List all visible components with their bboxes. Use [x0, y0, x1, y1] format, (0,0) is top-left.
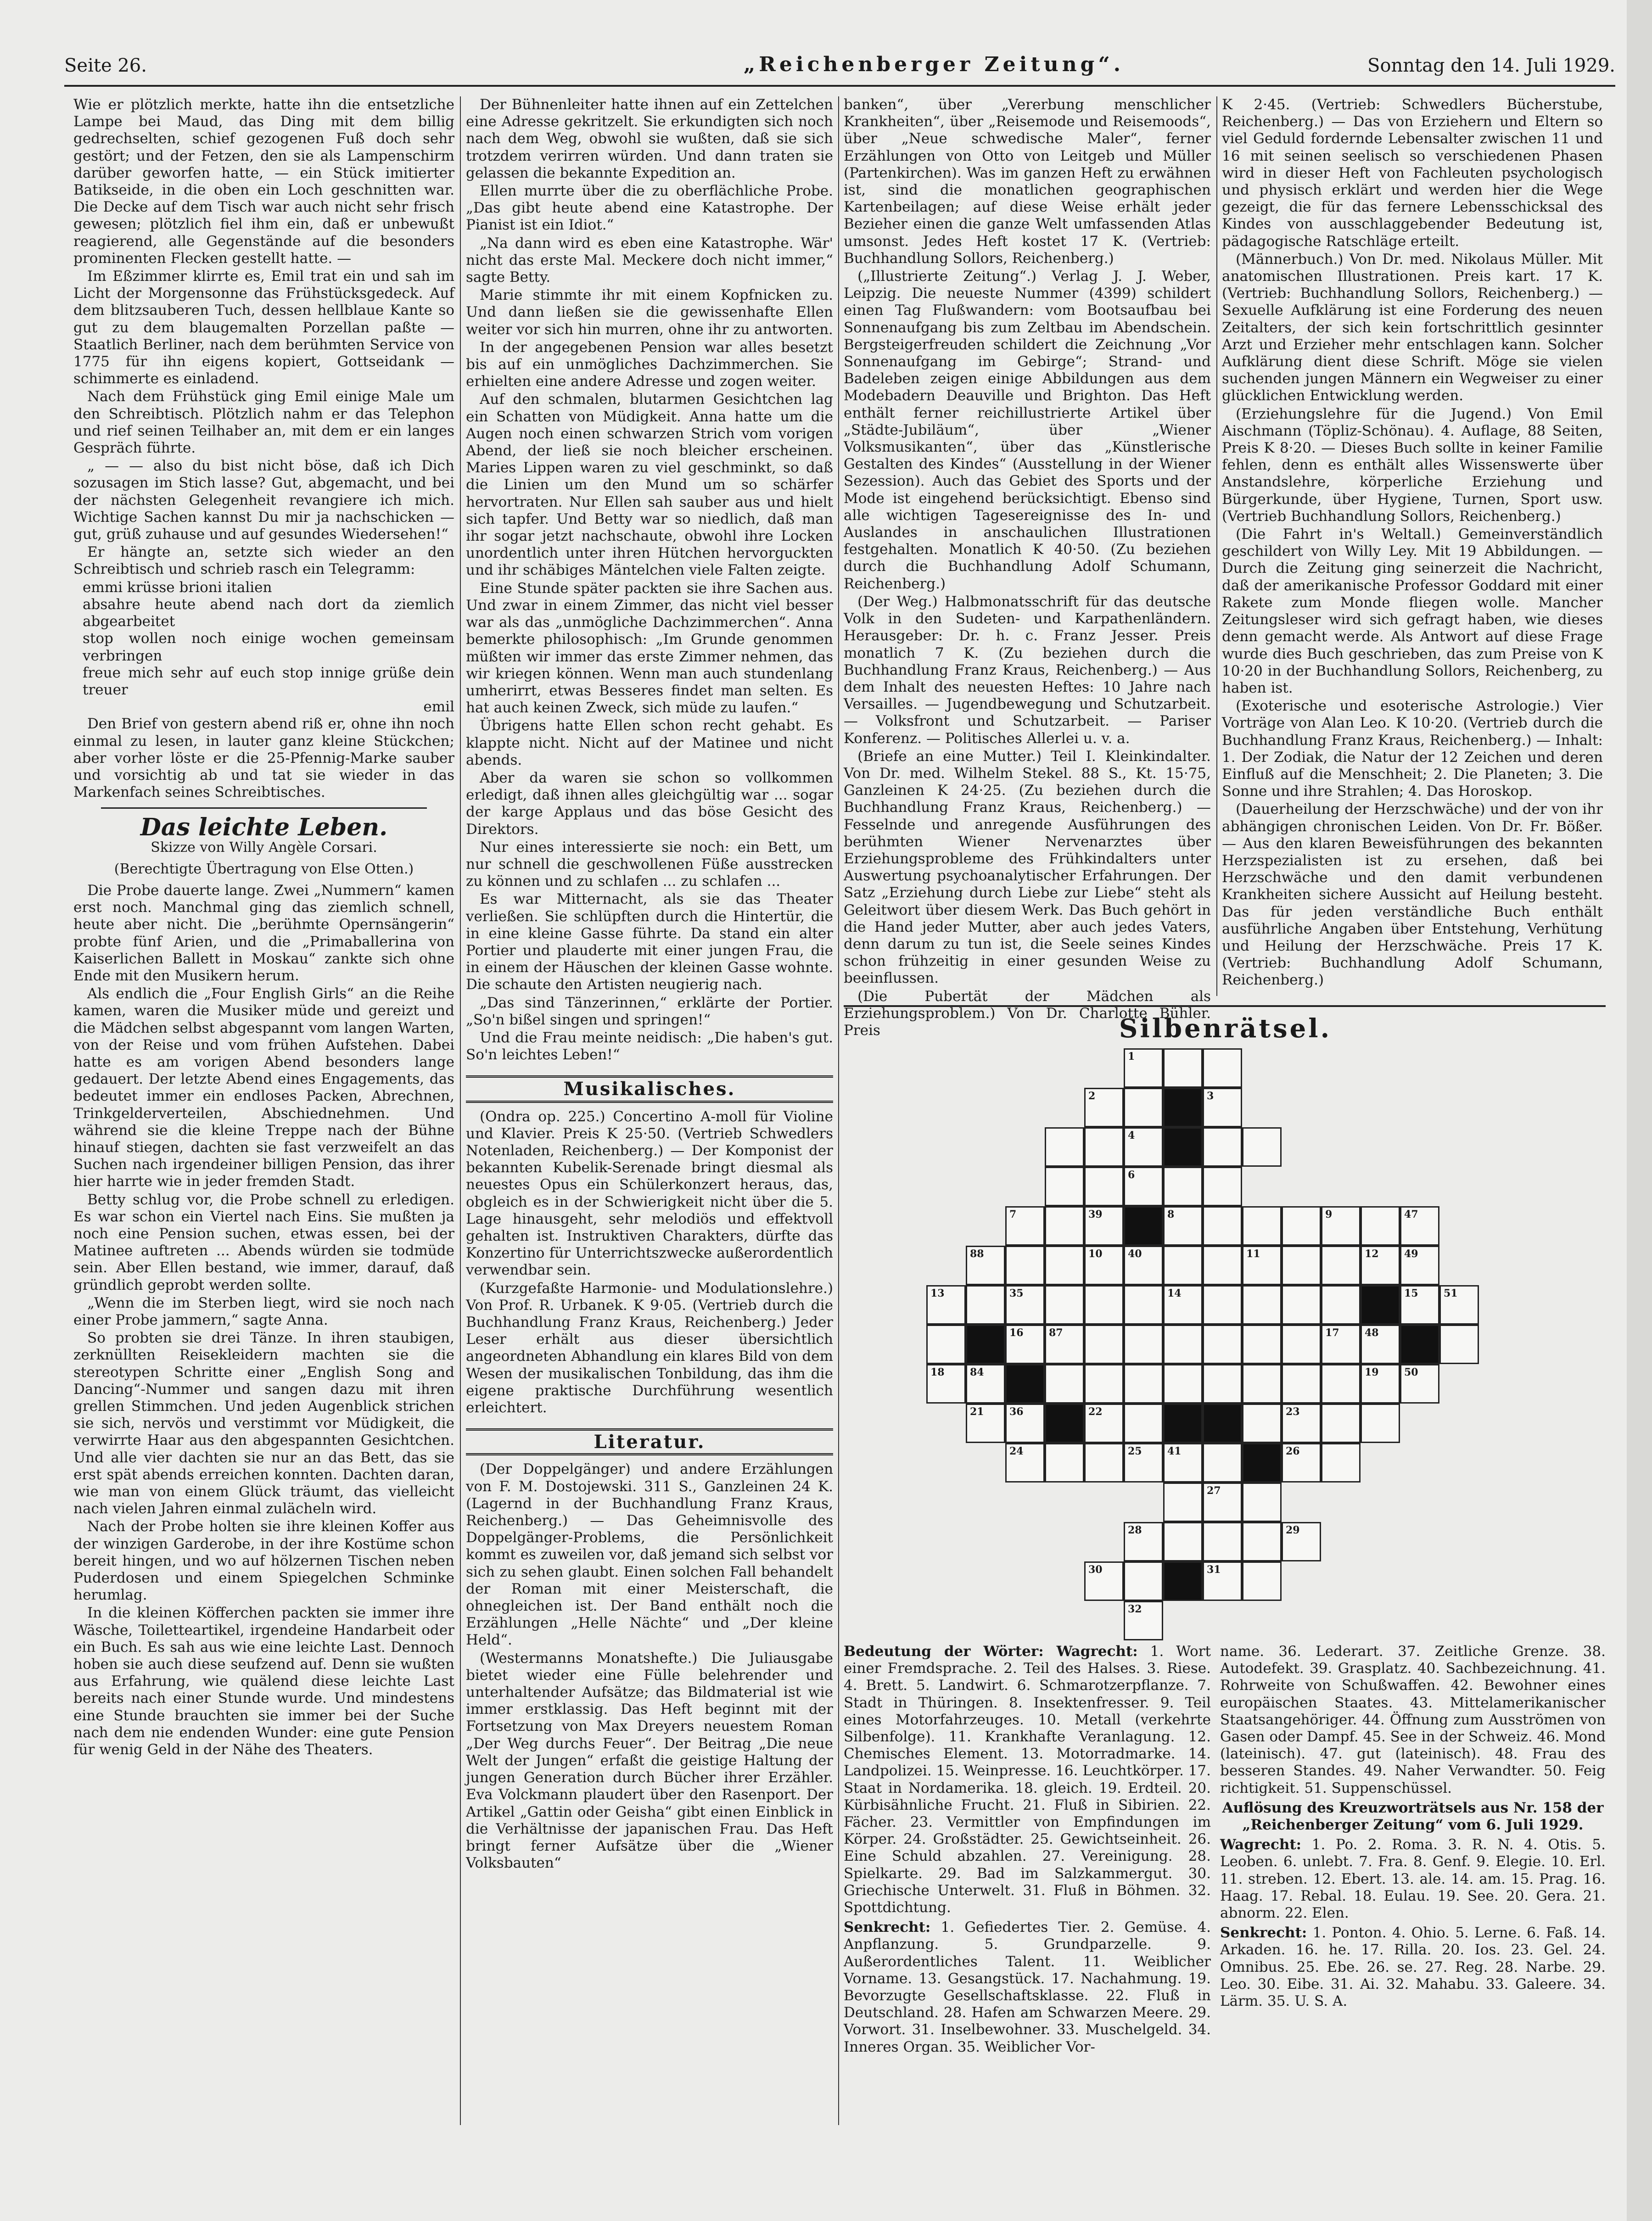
paragraph: Aber da waren sie schon so vollkommen erledigt, daß ihnen alles gleichgültig war ... sogar der karge Applaus und das böse Gesicht des Direktors.: [466, 769, 833, 838]
column-1: [73, 96, 454, 2125]
crossword-cell: [1400, 1364, 1439, 1404]
clue-number: 88: [970, 1248, 984, 1260]
clue-number: 49: [1404, 1248, 1418, 1260]
story-byline: Skizze von Willy Angèle Corsari.: [151, 839, 377, 856]
story-title: Das leichte Leben.: [140, 813, 388, 842]
clue-number: 14: [1167, 1287, 1182, 1299]
paragraph: (Briefe an eine Mutter.) Teil I. Kleinkindalter. Von Dr. med. Wilhelm Stekel. 88 S., Kt. 15·75, Ganzleinen K 24·25. (Zu beziehen durch die Buchhandlung Franz Kraus, Reichenberg.) — Fesselnde und anregende Ausführungen des berühmten Wiener Nervenarztes über Erziehungsprobleme des Frühkindalters unter Auswertung psychoanalytischer Erfahrungen. Der Satz „Erziehung durch Liebe zur Liebe“ steht als Geleitwort über diesem Werk. Das Buch gehört in die Hand jeder Mutter, aber auch jedes Vaters, denn darum zu tun ist, die Seele seines Kindes schon frühzeitig in einer gesunden Weise zu beeinflussen.: [844, 748, 1211, 987]
page-header: [64, 53, 1615, 87]
crossword-cell: [1124, 1246, 1163, 1285]
crossword-cell: [1321, 1364, 1361, 1404]
paragraph: Die Probe dauerte lange. Zwei „Nummern“ kamen erst noch. Manchmal ging das ziemlich schnell, heute aber nicht. Die „berühmte Opernsängerin“ probte fünf Arien, und die „Primaballerina von Kaiserlichen Ballett in Moskau“ zankte sich ohne Ende mit den Musikern herum.: [73, 882, 454, 984]
crossword-cell: [1163, 1404, 1203, 1443]
crossword-cell: [1400, 1325, 1439, 1364]
clue-number: 18: [930, 1366, 945, 1378]
crossword-cell: [1084, 1325, 1124, 1364]
solution-label: Senkrecht:: [1220, 1924, 1307, 1941]
crossword-cell: [1242, 1325, 1282, 1364]
clue-number: 50: [1404, 1366, 1418, 1378]
clue-number: 32: [1128, 1603, 1142, 1615]
clue-number: 48: [1365, 1327, 1379, 1339]
paragraph: (Männerbuch.) Von Dr. med. Nikolaus Müller. Mit anatomischen Illustrationen. Preis kart. 17 K. (Vertrieb: Buchhandlung Sollors, Reichenberg.) — Sexuelle Aufklärung ist eine Forderung des neuen Zeitalters, der sich kein fortschrittlich gesinnter Arzt und Erzieher mehr entschlagen kann. Solcher Aufklärung dient diese Schrift. Möge sie vielen suchenden jungen Männern ein Wegweiser zu einer glücklichen Entwicklung werden.: [1222, 251, 1603, 404]
crossword-cell: [1439, 1325, 1479, 1364]
crossword-cell: [1163, 1285, 1203, 1325]
telegram-line: freue mich sehr auf euch stop innige grüße dein treuer: [83, 664, 454, 698]
crossword-cell: [1163, 1048, 1203, 1088]
clue-number: 21: [970, 1406, 984, 1418]
paragraph: (Dauerheilung der Herzschwäche) und der von ihr abhängigen chronischen Leiden. Von Dr. Fr. Bößer. — Aus den klaren Beweisführungen des bekannten Herzspezialisten ist zu ersehen, daß bei Herzschwäche und den damit verbundenen Krankheiten sichere Aussicht auf Heilung besteht. Das für jeden verständliche Buch enthält ausführliche Angaben über Entstehung, Verhütung und Heilung der Herzschwäche. Preis 17 K. (Vertrieb: Buchhandlung Adolf Schumann, Reichenberg.): [1222, 801, 1603, 989]
crossword-cell: [1124, 1167, 1163, 1206]
paragraph: In die kleinen Köfferchen packten sie immer ihre Wäsche, Toiletteartikel, irgendeine Handarbeit oder ein Buch. Es sah aus wie eine leichte Last. Dennoch hoben sie auch diese seufzend auf. Denn sie wußten aus Erfahrung, wie quälend diese leichte Last bereits nach einer Stunde wurde. Und mindestens eine Stunde brauchten sie immer bei der Suche nach dem nie endenden Wunder: eine gute Pension für wenig Geld in der Nähe des Theaters.: [73, 1605, 454, 1758]
clue-number: 27: [1207, 1485, 1221, 1497]
crossword-cell: [1084, 1285, 1124, 1325]
paragraph: (Die Fahrt in's Weltall.) Gemeinverständlich geschildert von Willy Ley. Mit 19 Abbildungen. — Durch die Zeitung ging seinerzeit die Nachricht, daß der amerikanische Professor Goddard mit einer Rakete zum Monde fliegen wolle. Mancher Zeitungsleser wird sich gefragt haben, wie dieses denn gemacht werde. Als Antwort auf diese Frage wurde dies Buch geschrieben, das zum Preise von K 10·20 in der Buchhandlung Sollors, Reichenberg, zu haben ist.: [1222, 526, 1603, 696]
crossword-cell: [926, 1325, 966, 1364]
crossword-cell: [1124, 1561, 1163, 1601]
paragraph: Betty schlug vor, die Probe schnell zu erledigen. Es war schon ein Viertel nach Eins. Sie mußten ja noch eine Pension suchen, etwas essen, bei der Matinee auftreten ... Abends würden sie todmüde sein. Aber Ellen bestand, wie immer, darauf, daß gründlich geprobt werden sollte.: [73, 1191, 454, 1293]
page-edge: [1627, 0, 1652, 2221]
crossword-cell: [1005, 1404, 1045, 1443]
crossword-cell: [1242, 1285, 1282, 1325]
crossword-cell: [1124, 1443, 1163, 1483]
clue-number: 25: [1128, 1445, 1142, 1457]
crossword-cell: [1124, 1522, 1163, 1561]
page-number: Seite 26.: [64, 55, 147, 76]
crossword-cell: [1203, 1167, 1242, 1206]
divider: [101, 807, 427, 809]
paragraph: Marie stimmte ihr mit einem Kopfnicken zu. Und dann ließen sie die gewissenhafte Ellen weiter vor sich hin murren, ohne ihr zu antworten.: [466, 287, 833, 338]
crossword-cell: [1361, 1285, 1400, 1325]
paragraph: So probten sie drei Tänze. In ihren staubigen, zerknüllten Reisekleidern machten sie die stereotypen Schritte einer „English Song and Dancing“-Nummer und sangen dazu mit ihren grellen Stimmchen. Und jeden Augenblick strichen sie sich, nervös und verstimmt vor Müdigkeit, die verwirrte Haar aus den abgespannten Gesichtchen. Und alle vier dachten sie nur an das Bett, das sie erst spät abends erreichen konnten. Dachten daran, wie man von einem Glück träumt, das vielleicht nach vielen Jahren einmal zulächeln wird.: [73, 1330, 454, 1517]
crossword-cell: [1203, 1443, 1242, 1483]
crossword-cell: [1163, 1443, 1203, 1483]
clue-number: 2: [1088, 1090, 1096, 1102]
clue-number: 3: [1207, 1090, 1214, 1102]
crossword-cell: [1163, 1088, 1203, 1127]
crossword-cell: [1045, 1206, 1084, 1246]
crossword-cell: [1321, 1285, 1361, 1325]
paragraph: Auf den schmalen, blutarmen Gesichtchen lag ein Schatten von Müdigkeit. Anna hatte um die Augen noch einen schwarzen Strich vom vorigen Abend, der ließ sie noch bleicher erscheinen. Maries Lippen waren zu viel geschminkt, so daß die Linien um den Mund um so schärfer hervortraten. Nur Ellen sah sauber aus und hielt sich tapfer. Und Betty war so niedlich, daß man ihr sogar jetzt nachschaute, obwohl ihre Locken unordentlich unter ihren Hütchen hervorguckten und ihr schäbiges Mäntelchen viele Falten zeigte.: [466, 391, 833, 579]
telegram-line: absahre heute abend nach dort da ziemlich abgearbeitet: [83, 596, 454, 630]
paragraph: Wie er plötzlich merkte, hatte ihn die entsetzliche Lampe bei Maud, das Ding mit dem billig gedrechselten, schief gezogenen Fuß doch sehr gestört; und der Fetzen, den sie als Lampenschirm darüber geworfen hatte, — ein Stück imitierter Batikseide, in die oben ein Loch geschnitten war. Die Decke auf dem Tisch war auch nicht sehr frisch gewesen; plötzlich fiel ihm ein, daß er unbewußt reagierend, alle Gegenstände auf die besonders prominenten Flecken gestellt hatte. —: [73, 96, 454, 267]
crossword-cell: [1045, 1127, 1084, 1167]
crossword-cell: [1282, 1404, 1321, 1443]
clue-number: 11: [1246, 1248, 1260, 1260]
crossword-cell: [1203, 1522, 1242, 1561]
crossword-cell: [1163, 1167, 1203, 1206]
crossword-cell: [966, 1404, 1005, 1443]
crossword-cell: [1361, 1404, 1400, 1443]
crossword-cell: [1084, 1246, 1124, 1285]
clue-number: 28: [1128, 1524, 1142, 1536]
crossword-cell: [1203, 1364, 1242, 1404]
crossword-cell: [1163, 1522, 1203, 1561]
crossword-cell: [926, 1285, 966, 1325]
clue-number: 47: [1404, 1208, 1418, 1220]
solution-text: 1. Ponton. 4. Ohio. 5. Lerne. 6. Faß. 14. Arkaden. 16. he. 17. Rilla. 20. Ios. 23. Gel. 24. Omnibus. 25. Ebe. 26. se. 27. Reg. 28. Narbe. 29. Leo. 30. Eibe. 31. Ai. 32. Mahabu. 33. Galeere. 34. Lärm. 35. U. S. A.: [1220, 1924, 1606, 2010]
paragraph: (Exoterische und esoterische Astrologie.) Vier Vorträge von Alan Leo. K 10·20. (Vertrieb durch die Buchhandlung Franz Kraus, Reichenberg.) — Inhalt: 1. Der Zodiak, die Natur der 12 Zeichen und deren Einfluß auf die Menschheit; 2. Die Planeten; 3. Die Sonne und ihre Strahlen; 4. Das Horoskop.: [1222, 698, 1603, 800]
clue-number: 41: [1167, 1445, 1182, 1457]
clue-number: 22: [1088, 1406, 1103, 1418]
clue-number: 40: [1128, 1248, 1142, 1260]
crossword-cell: [1361, 1206, 1400, 1246]
crossword-cell: [1203, 1246, 1242, 1285]
crossword-cell: [1045, 1167, 1084, 1206]
solution-text: 1. Po. 2. Roma. 3. R. N. 4. Otis. 5. Leoben. 6. unlebt. 7. Fra. 8. Genf. 9. Elegie. 10. Erl. 11. streben. 12. Ebert. 13. ale. 14. am. 15. Prag. 16. Haag. 17. Rebal. 18. Eulau. 19. See. 20. Gera. 21. abnorm. 22. Elen.: [1220, 1836, 1606, 1922]
crossword-cell: [1005, 1364, 1045, 1404]
crossword-cell: [1400, 1285, 1439, 1325]
crossword-cell: [1124, 1048, 1163, 1088]
literature-section-heading: Literatur.: [466, 1428, 833, 1455]
paragraph: K 2·45. (Vertrieb: Schwedlers Bücherstube, Reichenberg.) — Das von Erziehern und Eltern so viel Geduld fordernde Lebensalter zwischen 11 und 16 mit seinen seelisch so verschiedenen Phasen wird in dieser Heft von Fachleuten psychologisch und physisch erklärt und werden hier die Wege gezeigt, die für das fernere Lebensschicksal des Kindes von ausschlaggebender Bedeutung ist, pädagogische Ratschläge erteilt.: [1222, 96, 1603, 250]
crossword-cell: [1045, 1325, 1084, 1364]
crossword-cell: [1242, 1127, 1282, 1167]
crossword-cell: [1005, 1285, 1045, 1325]
column-2: [466, 96, 833, 2125]
crossword-cell: [1163, 1325, 1203, 1364]
crossword-cell: [1242, 1522, 1282, 1561]
clue-text: 1. Gefiedertes Tier. 2. Gemüse. 4. Anpflanzung. 5. Grundparzelle. 9. Außerordentliches Talent. 11. Weiblicher Vorname. 13. Gesangstück. 17. Nachahmung. 19. Bevorzugte Gesellschaftsklasse. 22. Fluß in Deutschland. 28. Hafen am Schwarzen Meere. 29. Vorwort. 31. Inselbewohner. 33. Muschelgeld. 34. Inneres Organ. 35. Weiblicher Vor-: [844, 1919, 1211, 2055]
crossword-cell: [1163, 1127, 1203, 1167]
column-rule: [1216, 96, 1217, 996]
paragraph: (Der Doppelgänger) und andere Erzählungen von F. M. Dostojewski. 311 S., Ganzleinen 24 K. (Lagernd in der Buchhandlung Franz Kraus, Reichenberg.) — Das Geheimnisvolle des Doppelgänger-Problems, die Persönlichkeit kommt es zuweilen vor, daß jemand sich selbst vor sich zu sehen glaubt. Einen solchen Fall behandelt der Roman mit einer Meisterschaft, die ohnegleichen ist. Der Band enthält noch die Erzählungen „Helle Nächte“ und „Der kleine Held“.: [466, 1461, 833, 1649]
paragraph: Den Brief von gestern abend riß er, ohne ihn noch einmal zu lesen, in lauter ganz kleine Stückchen; aber vorher löste er die 25-Pfennig-Marke sauber und vorsichtig ab und tat sie wieder in das Markenfach seines Schreibtisches.: [73, 716, 454, 801]
clue-number: 15: [1404, 1287, 1418, 1299]
paragraph: Übrigens hatte Ellen schon recht gehabt. Es klappte nicht. Nicht auf der Matinee und nicht abends.: [466, 717, 833, 768]
crossword-cell: [1242, 1246, 1282, 1285]
paragraph: banken“, über „Vererbung menschlicher Krankheiten“, über „Reisemode und Reisemoods“, über „Neue schwedische Maler“, ferner Erzählungen von Otto von Leitgeb und Müller (Partenkirchen). Was im ganzen Heft zu erwähnen ist, sind die monatlichen geographischen Kartenbeilagen; auf diese Weise erhält jeder Bezieher einen die ganze Welt umfassenden Atlas umsonst. Jedes Heft kostet 17 K. (Vertrieb: Buchhandlung Sollors, Reichenberg.): [844, 96, 1211, 267]
crossword-cell: [1361, 1246, 1400, 1285]
puzzle-title: Silbenrätsel.: [1119, 1013, 1332, 1044]
clue-heading: Senkrecht:: [844, 1919, 931, 1936]
solution-heading: Auflösung des Kreuzworträtsels aus Nr. 158 der „Reichenberger Zeitung“ vom 6. Juli 1929.: [1222, 1799, 1604, 1834]
crossword-cell: [926, 1364, 966, 1404]
crossword-cell: [1163, 1206, 1203, 1246]
clue-column-right: [1220, 1643, 1606, 2013]
clue-number: 87: [1049, 1327, 1063, 1339]
puzzle-clues: [844, 1643, 1606, 2148]
telegram: [83, 579, 454, 716]
crossword-cell: [1400, 1206, 1439, 1246]
clue-number: 9: [1325, 1208, 1333, 1220]
crossword-cell: [1242, 1206, 1282, 1246]
paragraph: Ellen murrte über die zu oberflächliche Probe. „Das gibt heute abend eine Katastrophe. Der Pianist ist ein Idiot.“: [466, 183, 833, 234]
crossword-cell: [1203, 1048, 1242, 1088]
crossword-cell: [1124, 1088, 1163, 1127]
paragraph: „Na dann wird es eben eine Katastrophe. Wär' nicht das erste Mal. Meckere doch nicht immer,“ sagte Betty.: [466, 235, 833, 286]
paragraph: (Erziehungslehre für die Jugend.) Von Emil Aischmann (Töpliz-Schönau). 4. Auflage, 88 Seiten, Preis K 8·20. — Dieses Buch sollte in keiner Familie fehlen, denn es enthält alles Wissenswerte über Anstandslehre, körperliche Erziehung und Bürgerkunde, über Hygiene, Turnen, Sport usw. (Vertrieb Buchhandlung Sollors, Reichenberg.): [1222, 405, 1603, 525]
crossword-cell: [1242, 1364, 1282, 1404]
paragraph: „Das sind Tänzerinnen,“ erklärte der Portier. „So'n bißel singen und springen!“: [466, 994, 833, 1028]
paragraph: Nach dem Frühstück ging Emil einige Male um den Schreibtisch. Plötzlich nahm er das Telephon und rief seinen Teilhaber an, mit dem er ein langes Gespräch führte.: [73, 388, 454, 457]
crossword-cell: [1084, 1167, 1124, 1206]
crossword-cell: [966, 1325, 1005, 1364]
clue-number: 30: [1088, 1564, 1103, 1576]
crossword-cell: [1084, 1088, 1124, 1127]
crossword-cell: [1282, 1522, 1321, 1561]
crossword-cell: [1203, 1561, 1242, 1601]
crossword-cell: [1045, 1443, 1084, 1483]
paragraph: Der Bühnenleiter hatte ihnen auf ein Zettelchen eine Adresse gekritzelt. Sie erkundigten sich noch nach dem Weg, obwohl sie wußten, daß sie sich trotzdem verirren würden. Und dann traten sie gelassen die bekannte Expedition an.: [466, 96, 833, 181]
crossword-cell: [1282, 1364, 1321, 1404]
crossword-cell: [1084, 1206, 1124, 1246]
paragraph: Eine Stunde später packten sie ihre Sachen aus. Und zwar in einem Zimmer, das nicht viel besser war als das „unmögliche Dachzimmerchen“. Anna bemerkte philosophisch: „Im Grunde genommen müßten wir immer das erste Zimmer nehmen, das wir kriegen können. Wenn man auch stundenlang umherirrt, etwas Besseres findet man selten. Es hat auch keinen Zweck, sich müde zu laufen.“: [466, 580, 833, 716]
crossword-cell: [1282, 1443, 1321, 1483]
crossword-cell: [1163, 1246, 1203, 1285]
crossword-cell: [1084, 1561, 1124, 1601]
crossword-cell: [1321, 1443, 1361, 1483]
paragraph: „ — — also du bist nicht böse, daß ich Dich sozusagen im Stich lasse? Gut, abgemacht, und bei der nächsten Gelegenheit revangiere ich mich. Wichtige Sachen kannst Du mir ja nachschicken — gut, grüß zuhause und auf gesundes Wiedersehen!“: [73, 458, 454, 543]
solution-down: [1220, 1924, 1606, 2010]
crossword-cell: [1321, 1206, 1361, 1246]
crossword-cell: [1203, 1325, 1242, 1364]
solution-label: Wagrecht:: [1220, 1836, 1302, 1853]
paragraph: Nach der Probe holten sie ihre kleinen Koffer aus der winzigen Garderobe, in der ihre Kostüme schon bereit hingen, und wo auf hölzernen Tischen neben Puderdosen und einem Spiegelchen Schminke herumlag.: [73, 1518, 454, 1604]
clue-number: 4: [1128, 1130, 1135, 1141]
crossword-cell: [1045, 1285, 1084, 1325]
column-rule: [838, 96, 839, 2125]
newspaper-title: „Reichenberger Zeitung“.: [744, 53, 1125, 76]
crossword-cell: [1163, 1561, 1203, 1601]
paragraph: „Wenn die im Sterben liegt, wird sie noch nach einer Probe jammern,“ sagte Anna.: [73, 1294, 454, 1329]
clue-column-left: [844, 1643, 1211, 2059]
crossword-cell: [1242, 1443, 1282, 1483]
crossword-cell: [966, 1246, 1005, 1285]
crossword-cell: [1084, 1364, 1124, 1404]
crossword-cell: [1124, 1404, 1163, 1443]
crossword-cell: [1124, 1285, 1163, 1325]
paragraph: (Die Pubertät der Mädchen als Erziehungsproblem.) Von Dr. Charlotte Bühler. Preis: [844, 988, 1211, 1039]
paragraph: Als endlich die „Four English Girls“ an die Reihe kamen, waren die Musiker müde und gereizt und die Mädchen selbst abgespannt vom langen Warten, von der Reise und vom frühen Aufstehen. Dabei hatte es am vorigen Abend besonders lange gedauert. Der letzte Abend eines Engagements, das bedeutet immer ein endloses Packen, Abrechnen, Trinkgelderverteilen, Abschiednehmen. Und während sie die kleine Treppe nach der Bühne hinauf stiegen, dachten sie fast verzweifelt an das Suchen nach irgendeiner billigen Pension, das ihrer hier harrte wie in jeder fremden Stadt.: [73, 985, 454, 1190]
crossword-puzzle: [844, 1005, 1606, 1636]
issue-date: Sonntag den 14. Juli 1929.: [1367, 55, 1615, 76]
clue-number: 26: [1286, 1445, 1300, 1457]
crossword-cell: [1084, 1404, 1124, 1443]
clue-number: 29: [1286, 1524, 1300, 1536]
crossword-cell: [1361, 1364, 1400, 1404]
clue-number: 35: [1009, 1287, 1024, 1299]
clue-number: 36: [1009, 1406, 1024, 1418]
crossword-cell: [1321, 1325, 1361, 1364]
crossword-cell: [1084, 1443, 1124, 1483]
clue-number: 12: [1365, 1248, 1379, 1260]
paragraph: In der angegebenen Pension war alles besetzt bis auf ein unmögliches Dachzimmerchen. Sie erhielten eine andere Adresse und zogen weiter.: [466, 339, 833, 390]
music-section-heading: Musikalisches.: [466, 1075, 833, 1102]
telegram-line: emmi krüsse brioni italien: [83, 579, 272, 596]
clue-number: 16: [1009, 1327, 1024, 1339]
clue-heading: Bedeutung der Wörter: Wagrecht:: [844, 1643, 1138, 1660]
paragraph: (Der Weg.) Halbmonatsschrift für das deutsche Volk in den Sudeten- und Karpathenländern. Herausgeber: Dr. h. c. Franz Jesser. Preis monatlich 7 K. (Zu beziehen durch die Buchhandlung Franz Kraus, Reichenberg.) — Aus dem Inhalt des neuesten Heftes: 10 Jahre nach Versailles. — Jugendbewegung und Schutzarbeit. — Volksfront und Schutzarbeit. — Pariser Konferenz. — Politisches Allerlei u. v. a.: [844, 593, 1211, 747]
clue-text: name. 36. Lederart. 37. Zeitliche Grenze. 38. Autodefekt. 39. Grasplatz. 40. Sachbezeichnung. 41. Rohrweite von Schußwaffen. 42. Bewohner eines europäischen Staates. 43. Mittelamerikanischer Staatsangehöriger. 44. Öffnung zum Ausströmen von Gasen oder Dampf. 45. See in der Schweiz. 46. Mond (lateinisch). 47. gut (lateinisch). 48. Frau des besseren Standes. 49. Naher Verwandter. 50. Feig richtigkeit. 51. Suppenschüssel.: [1220, 1643, 1606, 1796]
clue-number: 6: [1128, 1169, 1135, 1181]
crossword-cell: [1282, 1325, 1321, 1364]
crossword-cell: [966, 1285, 1005, 1325]
crossword-cell: [1084, 1127, 1124, 1167]
clue-number: 13: [930, 1287, 945, 1299]
crossword-cell: [1242, 1483, 1282, 1522]
crossword-cell: [1203, 1285, 1242, 1325]
column-3: [844, 96, 1211, 1039]
crossword-cell: [1124, 1601, 1163, 1640]
crossword-cell: [1124, 1364, 1163, 1404]
clues-across: [844, 1643, 1211, 1916]
telegram-line: emil: [423, 699, 454, 716]
paragraph: Im Eßzimmer klirrte es, Emil trat ein und sah im Licht der Morgensonne das Frühstücksgedeck. Auf dem blitzsauberen Tuch, dessen hellblaue Kante so gut zu dem blaugemalten Porzellan paßte — Staatlich Berliner, nach dem berühmten Service von 1775 für ihn eigens kopiert, Gottseidank — schimmerte es einladend.: [73, 268, 454, 387]
crossword-grid: [908, 1048, 1505, 1622]
crossword-cell: [1361, 1325, 1400, 1364]
clue-number: 31: [1207, 1564, 1221, 1576]
crossword-cell: [1045, 1364, 1084, 1404]
paragraph: Er hängte an, setzte sich wieder an den Schreibtisch und schrieb rasch ein Telegramm:: [73, 544, 454, 578]
crossword-cell: [1124, 1206, 1163, 1246]
telegram-line: stop wollen noch einige wochen gemeinsam verbringen: [83, 630, 454, 664]
clue-number: 51: [1444, 1287, 1458, 1299]
clue-number: 23: [1286, 1406, 1300, 1418]
clue-number: 8: [1167, 1208, 1175, 1220]
column-4: [1222, 96, 1603, 1024]
crossword-cell: [1203, 1404, 1242, 1443]
crossword-cell: [1282, 1285, 1321, 1325]
clue-number: 19: [1365, 1366, 1379, 1378]
crossword-cell: [1045, 1404, 1084, 1443]
crossword-cell: [966, 1364, 1005, 1404]
crossword-cell: [1282, 1246, 1321, 1285]
crossword-cell: [1439, 1285, 1479, 1325]
crossword-cell: [1124, 1127, 1163, 1167]
crossword-cell: [1005, 1325, 1045, 1364]
crossword-cell: [1321, 1246, 1361, 1285]
clue-number: 39: [1088, 1208, 1103, 1220]
crossword-cell: [1203, 1127, 1242, 1167]
paragraph: (Kurzgefaßte Harmonie- und Modulationslehre.) Von Prof. R. Urbanek. K 9·05. (Vertrieb durch die Buchhandlung Franz Kraus, Reichenberg.) Jeder Leser erhält aus dieser übersichtlich angeordneten Abhandlung ein klares Bild von dem Wesen der musikalischen Tonbildung, das ihm die eigene praktische Durchführung wesentlich erleichtert.: [466, 1280, 833, 1416]
crossword-cell: [1242, 1404, 1282, 1443]
crossword-cell: [1242, 1561, 1282, 1601]
clue-number: 17: [1325, 1327, 1339, 1339]
crossword-cell: [1203, 1483, 1242, 1522]
crossword-cell: [1045, 1246, 1084, 1285]
column-rule: [460, 96, 461, 2125]
clue-number: 84: [970, 1366, 984, 1378]
paragraph: (Ondra op. 225.) Concertino A-moll für Violine und Klavier. Preis K 25·50. (Vertrieb Schwedlers Notenladen, Reichenberg.) — Der Komponist der bekannten Kubelik-Serenade bringt diesmal als neuestes Opus ein Schülerkonzert heraus, das, obgleich es in der Schwierigkeit nicht über die 5. Lage hinausgeht, sehr melodiös und effektvoll gehalten ist. Instruktiven Charakters, dürfte das Konzertino für Unterrichtszwecke außerordentlich verwendbar sein.: [466, 1108, 833, 1279]
clue-number: 1: [1128, 1051, 1135, 1063]
crossword-cell: [1282, 1206, 1321, 1246]
crossword-cell: [1321, 1404, 1361, 1443]
paragraph: Und die Frau meinte neidisch: „Die haben's gut. So'n leichtes Leben!“: [466, 1029, 833, 1063]
crossword-cell: [1124, 1325, 1163, 1364]
crossword-cell: [1005, 1246, 1045, 1285]
clue-number: 7: [1009, 1208, 1017, 1220]
clue-text: 1. Wort einer Fremdsprache. 2. Teil des Halses. 3. Riese. 4. Brett. 5. Landwirt. 6. Schmarotzerpflanze. 7. Stadt in Thüringen. 8. Insektenfresser. 9. Teil eines Motorfahrzeuges. 10. Metall (verkehrte Silbenfolge). 11. Krankhafte Veranlagung. 12. Chemisches Element. 13. Motorradmarke. 14. Landpolizei. 15. Weinpresse. 16. Leuchtkörper. 17. Staat in Nordamerika. 18. gleich. 19. Erdteil. 20. Kürbisähnliche Frucht. 21. Fluß in Sibirien. 22. Fächer. 23. Vermittler von Empfindungen im Körper. 24. Großstädter. 25. Gewichtseinheit. 26. Eine Schuld abzahlen. 27. Vereinigung. 28. Spielkarte. 29. Bad im Salzkammergut. 30. Griechische Unterwelt. 31. Fluß in Böhmen. 32. Spottdichtung.: [844, 1643, 1211, 1916]
crossword-cell: [1163, 1483, 1203, 1522]
story-translator: (Berechtigte Übertragung von Else Otten.): [114, 861, 414, 877]
crossword-cell: [1203, 1088, 1242, 1127]
crossword-cell: [1005, 1206, 1045, 1246]
solution-across: [1220, 1836, 1606, 1922]
clues-down: [844, 1919, 1211, 2056]
clue-number: 10: [1088, 1248, 1103, 1260]
crossword-cell: [1400, 1246, 1439, 1285]
paragraph: („Illustrierte Zeitung“.) Verlag J. J. Weber, Leipzig. Die neueste Nummer (4399) schildert einen Tag Flußwandern: vom Bootsaufbau bei Sonnenaufgang bis zum Zeltbau im Abendschein. Bergsteigerfreuden schildert die Zeichnung „Vor Sonnenaufgang im Gebirge“; Strand- und Badeleben zeigen einige Abbildungen aus dem Modebadern Deauville und Brighton. Das Heft enthält ferner reichillustrierte Artikel über „Städte-Jubiläum“, über „Wiener Volksmusikanten“, über das „Künstlerische Gestalten des Kindes“ (Ausstellung in der Wiener Sezession). Auch das Gebiet des Sports und der Mode ist eingehend berücksichtigt. Ebenso sind alle wichtigen Tagesereignisse des In- und Auslandes in anschaulichen Illustrationen festgehalten. Monatlich K 40·50. (Zu beziehen durch die Buchhandlung Adolf Schumann, Reichenberg.): [844, 268, 1211, 592]
crossword-cell: [1203, 1206, 1242, 1246]
crossword-cell: [1005, 1443, 1045, 1483]
paragraph: Es war Mitternacht, als sie das Theater verließen. Sie schlüpften durch die Hintertür, die in eine kleine Gasse führte. Da stand ein alter Portier und plauderte mit einer jungen Frau, die in einem der Häuschen der kleinen Gasse wohnte. Die schaute den Artisten neugierig nach.: [466, 891, 833, 993]
clue-number: 24: [1009, 1445, 1024, 1457]
paragraph: (Westermanns Monatshefte.) Die Juliausgabe bietet wieder eine Fülle belehrender und unterhaltender Aufsätze; das Bildmaterial ist wie immer erstklassig. Das Heft beginnt mit der Fortsetzung von Max Dreyers neuestem Roman „Der Weg durchs Feuer“. Der Beitrag „Die neue Welt der Jungen“ erfaßt die geistige Haltung der jungen Generation durch Bücher ihrer Erzähler. Eva Volckmann plaudert über den Rasenport. Der Artikel „Gattin oder Geisha“ gibt einen Einblick in die Verhältnisse der japanischen Frau. Das Heft bringt ferner Aufsätze über die „Wiener Volksbauten“: [466, 1650, 833, 1872]
paragraph: Nur eines interessierte sie noch: ein Bett, um nur schnell die geschwollenen Füße ausstrecken zu können und zu schlafen ... zu schlafen ...: [466, 839, 833, 890]
crossword-cell: [1163, 1364, 1203, 1404]
